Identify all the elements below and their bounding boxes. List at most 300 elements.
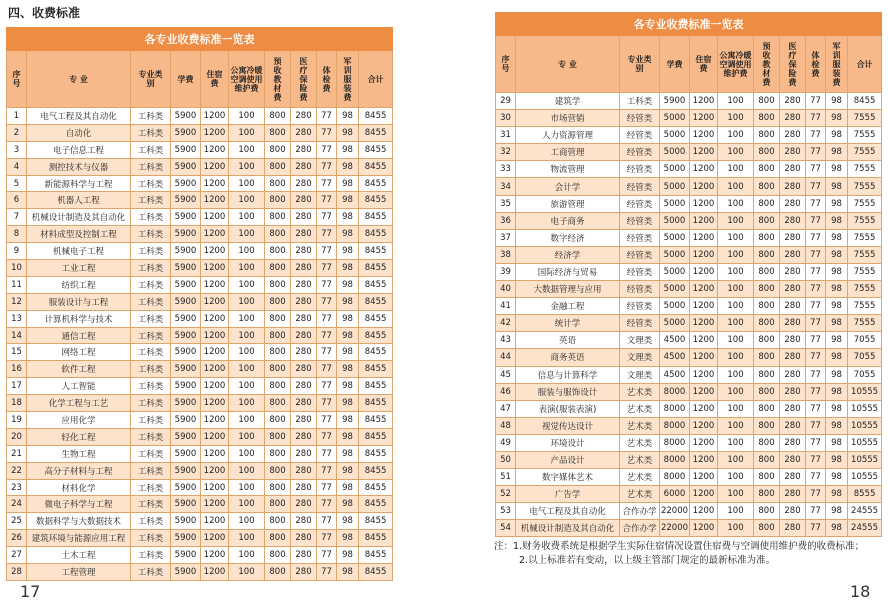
table-cell: 35 (496, 195, 516, 212)
table-cell: 100 (718, 469, 754, 486)
table-cell: 工科类 (131, 530, 171, 547)
table-cell: 广告学 (516, 486, 620, 503)
table-cell: 98 (337, 276, 359, 293)
table-cell: 77 (806, 229, 826, 246)
table-cell: 服装设计与工程 (27, 293, 131, 310)
table-cell: 800 (265, 226, 291, 243)
table-cell: 5900 (171, 175, 201, 192)
table-cell: 280 (780, 178, 806, 195)
table-cell: 77 (806, 212, 826, 229)
table-cell: 1200 (690, 434, 718, 451)
table-cell: 98 (826, 469, 848, 486)
table-cell: 36 (496, 212, 516, 229)
table-row (496, 229, 882, 246)
fee-table-right (495, 12, 882, 537)
table-row (7, 260, 393, 277)
table-cell: 材料成型及控制工程 (27, 226, 131, 243)
table-cell: 经管类 (620, 315, 660, 332)
table-cell: 800 (754, 144, 780, 161)
table-cell: 7555 (848, 178, 882, 195)
table-cell: 77 (317, 226, 337, 243)
table-cell: 经管类 (620, 298, 660, 315)
table-cell: 1200 (201, 243, 229, 260)
table-cell: 1200 (690, 503, 718, 520)
table-cell: 工科类 (131, 428, 171, 445)
table-cell: 1200 (201, 260, 229, 277)
table-cell: 98 (826, 127, 848, 144)
table-cell: 280 (291, 412, 317, 429)
table-cell: 5900 (171, 243, 201, 260)
table-cell: 280 (291, 564, 317, 581)
table-cell: 98 (826, 451, 848, 468)
table-cell: 工科类 (131, 445, 171, 462)
table-cell: 800 (754, 315, 780, 332)
table-cell: 98 (337, 344, 359, 361)
table-cell: 77 (317, 496, 337, 513)
table-cell: 1200 (201, 192, 229, 209)
table-row (496, 400, 882, 417)
table-cell: 77 (317, 260, 337, 277)
table-cell: 280 (291, 293, 317, 310)
table-cell: 8555 (848, 486, 882, 503)
table-cell: 工科类 (131, 344, 171, 361)
table-cell: 77 (806, 161, 826, 178)
table-cell: 1200 (690, 520, 718, 537)
table-cell: 10 (7, 260, 27, 277)
table-cell: 7555 (848, 315, 882, 332)
table-cell: 8455 (359, 395, 393, 412)
table-cell: 经管类 (620, 263, 660, 280)
table-cell: 280 (780, 520, 806, 537)
table-cell: 8455 (359, 226, 393, 243)
header-total: 合计 (848, 36, 882, 93)
table-cell: 工程管理 (27, 564, 131, 581)
table-body-right (496, 93, 882, 537)
table-cell: 1200 (690, 349, 718, 366)
table-cell: 77 (317, 192, 337, 209)
table-cell: 1200 (690, 417, 718, 434)
table-cell: 77 (317, 479, 337, 496)
table-cell: 800 (265, 344, 291, 361)
table-cell: 8455 (359, 310, 393, 327)
table-cell: 7555 (848, 229, 882, 246)
table-row (496, 366, 882, 383)
table-cell: 98 (337, 462, 359, 479)
table-cell: 280 (291, 276, 317, 293)
table-cell: 土木工程 (27, 547, 131, 564)
table-cell: 工科类 (131, 564, 171, 581)
table-row (496, 212, 882, 229)
table-cell: 77 (317, 243, 337, 260)
page-number-right: 18 (850, 582, 871, 601)
table-cell: 27 (7, 547, 27, 564)
table-cell: 7555 (848, 161, 882, 178)
table-cell: 12 (7, 293, 27, 310)
table-cell: 98 (337, 293, 359, 310)
table-cell: 77 (806, 246, 826, 263)
table-cell: 800 (265, 108, 291, 125)
table-cell: 应用化学 (27, 412, 131, 429)
table-cell: 1200 (201, 479, 229, 496)
table-cell: 800 (754, 417, 780, 434)
header-tuition: 学费 (171, 51, 201, 108)
table-cell: 77 (806, 195, 826, 212)
table-cell: 45 (496, 366, 516, 383)
table-cell: 98 (826, 178, 848, 195)
table-cell: 280 (780, 212, 806, 229)
table-cell: 77 (806, 486, 826, 503)
table-cell: 41 (496, 298, 516, 315)
table-cell: 77 (317, 158, 337, 175)
table-cell: 电子商务 (516, 212, 620, 229)
table-cell: 工科类 (131, 462, 171, 479)
table-cell: 280 (780, 349, 806, 366)
table-row (7, 175, 393, 192)
table-cell: 800 (265, 310, 291, 327)
table-cell: 100 (229, 276, 265, 293)
table-cell: 98 (337, 243, 359, 260)
table-cell: 5000 (660, 161, 690, 178)
table-cell: 8455 (359, 158, 393, 175)
table-cell: 800 (754, 434, 780, 451)
table-cell: 800 (265, 462, 291, 479)
table-cell: 98 (337, 124, 359, 141)
table-cell: 1200 (201, 158, 229, 175)
table-cell: 800 (265, 175, 291, 192)
table-row (7, 226, 393, 243)
table-cell: 100 (229, 395, 265, 412)
table-cell: 8455 (359, 513, 393, 530)
table-cell: 100 (229, 445, 265, 462)
table-cell: 800 (265, 445, 291, 462)
table-cell: 100 (718, 520, 754, 537)
table-cell: 经管类 (620, 229, 660, 246)
table-cell: 77 (317, 141, 337, 158)
table-cell: 280 (291, 513, 317, 530)
table-cell: 77 (317, 209, 337, 226)
table-cell: 10555 (848, 451, 882, 468)
table-cell: 5900 (171, 141, 201, 158)
table-cell: 11 (7, 276, 27, 293)
table-cell: 1200 (690, 246, 718, 263)
table-cell: 1200 (201, 378, 229, 395)
table-cell: 98 (826, 212, 848, 229)
table-cell: 33 (496, 161, 516, 178)
header-category: 专业类别 (620, 36, 660, 93)
table-cell: 98 (826, 263, 848, 280)
table-row (496, 332, 882, 349)
table-cell: 7555 (848, 212, 882, 229)
table-row (7, 395, 393, 412)
table-cell: 800 (754, 195, 780, 212)
table-cell: 工科类 (131, 226, 171, 243)
table-cell: 1200 (690, 400, 718, 417)
table-cell: 800 (754, 349, 780, 366)
table-cell: 文理类 (620, 366, 660, 383)
table-cell: 100 (718, 451, 754, 468)
table-cell: 物流管理 (516, 161, 620, 178)
table-cell: 77 (806, 469, 826, 486)
table-cell: 98 (826, 281, 848, 298)
table-cell: 机械设计制造及其自动化 (27, 209, 131, 226)
table-cell: 19 (7, 412, 27, 429)
table-cell: 5900 (171, 462, 201, 479)
table-cell: 艺术类 (620, 469, 660, 486)
table-cell: 商务英语 (516, 349, 620, 366)
table-cell: 5000 (660, 315, 690, 332)
table-cell: 18 (7, 395, 27, 412)
table-row (496, 417, 882, 434)
table-cell: 建筑学 (516, 93, 620, 110)
table-cell: 98 (337, 378, 359, 395)
table-row (496, 144, 882, 161)
table-cell: 纺织工程 (27, 276, 131, 293)
table-cell: 280 (291, 547, 317, 564)
table-cell: 8000 (660, 469, 690, 486)
table-cell: 100 (229, 124, 265, 141)
table-cell: 280 (780, 434, 806, 451)
table-cell: 工科类 (131, 192, 171, 209)
table-cell: 280 (291, 395, 317, 412)
table-cell: 7555 (848, 144, 882, 161)
table-cell: 800 (265, 124, 291, 141)
table-cell: 工科类 (131, 395, 171, 412)
table-cell: 1200 (690, 469, 718, 486)
table-cell: 经管类 (620, 212, 660, 229)
table-cell: 7555 (848, 110, 882, 127)
table-cell: 8455 (359, 479, 393, 496)
table-row (496, 486, 882, 503)
fee-table-left (6, 27, 393, 581)
table-cell: 表演(服装表演) (516, 400, 620, 417)
table-cell: 22000 (660, 520, 690, 537)
table-cell: 77 (806, 332, 826, 349)
table-row (7, 445, 393, 462)
table-cell: 32 (496, 144, 516, 161)
table-cell: 280 (780, 383, 806, 400)
table-cell: 280 (780, 110, 806, 127)
table-cell: 26 (7, 530, 27, 547)
table-cell: 6000 (660, 486, 690, 503)
table-cell: 1200 (690, 383, 718, 400)
table-cell: 100 (229, 564, 265, 581)
table-cell: 1200 (690, 451, 718, 468)
table-cell: 100 (718, 212, 754, 229)
table-cell: 77 (317, 361, 337, 378)
table-row (496, 93, 882, 110)
table-cell: 98 (826, 503, 848, 520)
table-cell: 8455 (359, 428, 393, 445)
table-cell: 7055 (848, 366, 882, 383)
table-cell: 7555 (848, 127, 882, 144)
table-cell: 5900 (171, 445, 201, 462)
table-row (496, 298, 882, 315)
table-cell: 5900 (171, 310, 201, 327)
table-cell: 1200 (690, 486, 718, 503)
table-cell: 100 (718, 229, 754, 246)
table-cell: 100 (718, 93, 754, 110)
table-row (496, 469, 882, 486)
table-cell: 98 (826, 417, 848, 434)
table-cell: 服装与服饰设计 (516, 383, 620, 400)
table-cell: 280 (291, 445, 317, 462)
header-category: 专业类别 (131, 51, 171, 108)
table-cell: 98 (337, 209, 359, 226)
table-cell: 800 (265, 158, 291, 175)
table-cell: 100 (718, 161, 754, 178)
table-cell: 800 (265, 276, 291, 293)
table-row (7, 344, 393, 361)
table-cell: 8455 (359, 496, 393, 513)
table-cell: 77 (806, 366, 826, 383)
table-cell: 280 (780, 281, 806, 298)
table-row (7, 513, 393, 530)
table-cell: 800 (265, 395, 291, 412)
table-cell: 1200 (690, 161, 718, 178)
table-cell: 280 (780, 400, 806, 417)
table-cell: 100 (229, 479, 265, 496)
table-cell: 3 (7, 141, 27, 158)
table-cell: 1200 (201, 141, 229, 158)
table-cell: 4500 (660, 366, 690, 383)
table-cell: 艺术类 (620, 417, 660, 434)
table-cell: 280 (780, 451, 806, 468)
table-cell: 机械电子工程 (27, 243, 131, 260)
table-cell: 53 (496, 503, 516, 520)
table-cell: 经管类 (620, 110, 660, 127)
table-cell: 统计学 (516, 315, 620, 332)
table-header-row (7, 51, 393, 108)
table-cell: 100 (229, 108, 265, 125)
table-row (496, 127, 882, 144)
table-cell: 100 (718, 366, 754, 383)
table-cell: 工科类 (131, 310, 171, 327)
table-cell: 24555 (848, 503, 882, 520)
table-cell: 77 (317, 395, 337, 412)
table-row (7, 530, 393, 547)
table-row (496, 110, 882, 127)
table-cell: 1200 (201, 412, 229, 429)
table-cell: 经管类 (620, 246, 660, 263)
table-cell: 工科类 (131, 547, 171, 564)
table-cell: 工科类 (131, 327, 171, 344)
table-cell: 1200 (201, 310, 229, 327)
table-cell: 280 (291, 209, 317, 226)
table-cell: 7555 (848, 298, 882, 315)
table-row (496, 263, 882, 280)
table-cell: 77 (317, 108, 337, 125)
table-cell: 800 (265, 378, 291, 395)
table-cell: 工科类 (131, 276, 171, 293)
table-cell: 17 (7, 378, 27, 395)
table-cell: 5900 (171, 395, 201, 412)
table-cell: 机器人工程 (27, 192, 131, 209)
table-cell: 5900 (171, 496, 201, 513)
table-cell: 5000 (660, 281, 690, 298)
table-cell: 8455 (359, 276, 393, 293)
header-ac: 公寓冷暖空调使用维护费 (718, 36, 754, 93)
table-row (7, 428, 393, 445)
table-cell: 98 (337, 310, 359, 327)
table-cell: 280 (291, 260, 317, 277)
table-cell: 39 (496, 263, 516, 280)
table-cell: 15 (7, 344, 27, 361)
table-cell: 100 (229, 310, 265, 327)
table-cell: 100 (718, 332, 754, 349)
table-cell: 100 (718, 400, 754, 417)
table-cell: 轻化工程 (27, 428, 131, 445)
table-cell: 98 (337, 530, 359, 547)
table-cell: 8455 (359, 530, 393, 547)
table-cell: 旅游管理 (516, 195, 620, 212)
table-cell: 14 (7, 327, 27, 344)
table-cell: 77 (806, 451, 826, 468)
table-row (496, 383, 882, 400)
table-cell: 77 (806, 127, 826, 144)
table-cell: 5000 (660, 144, 690, 161)
table-cell: 1200 (201, 513, 229, 530)
table-cell: 800 (754, 127, 780, 144)
table-cell: 文理类 (620, 349, 660, 366)
footnote (494, 540, 864, 568)
table-cell: 100 (718, 417, 754, 434)
table-cell: 800 (265, 547, 291, 564)
table-cell: 工科类 (131, 141, 171, 158)
table-cell: 100 (229, 327, 265, 344)
table-cell: 1200 (690, 332, 718, 349)
table-cell: 800 (754, 263, 780, 280)
header-seq: 序号 (7, 51, 27, 108)
table-cell: 280 (291, 344, 317, 361)
table-cell: 通信工程 (27, 327, 131, 344)
table-cell: 280 (780, 229, 806, 246)
table-cell: 数据科学与大数据技术 (27, 513, 131, 530)
table-cell: 8455 (359, 378, 393, 395)
table-cell: 1200 (201, 496, 229, 513)
table-row (7, 293, 393, 310)
table-cell: 280 (780, 93, 806, 110)
table-cell: 800 (265, 327, 291, 344)
table-cell: 280 (291, 530, 317, 547)
table-cell: 98 (337, 108, 359, 125)
table-row (496, 161, 882, 178)
table-cell: 2 (7, 124, 27, 141)
table-cell: 800 (265, 260, 291, 277)
table-cell: 800 (754, 400, 780, 417)
table-cell: 800 (265, 428, 291, 445)
table-cell: 800 (265, 141, 291, 158)
table-cell: 工科类 (131, 209, 171, 226)
table-cell: 1200 (690, 212, 718, 229)
table-cell: 5000 (660, 246, 690, 263)
table-cell: 100 (718, 246, 754, 263)
table-cell: 5900 (171, 361, 201, 378)
table-cell: 77 (317, 327, 337, 344)
table-cell: 工科类 (131, 496, 171, 513)
table-cell: 1200 (201, 564, 229, 581)
table-cell: 网络工程 (27, 344, 131, 361)
table-cell: 100 (718, 298, 754, 315)
table-row (7, 141, 393, 158)
table-cell: 51 (496, 469, 516, 486)
table-cell: 44 (496, 349, 516, 366)
table-cell: 市场营销 (516, 110, 620, 127)
table-cell: 6 (7, 192, 27, 209)
header-ac: 公寓冷暖空调使用维护费 (229, 51, 265, 108)
table-cell: 77 (317, 412, 337, 429)
table-cell: 43 (496, 332, 516, 349)
table-cell: 经管类 (620, 144, 660, 161)
